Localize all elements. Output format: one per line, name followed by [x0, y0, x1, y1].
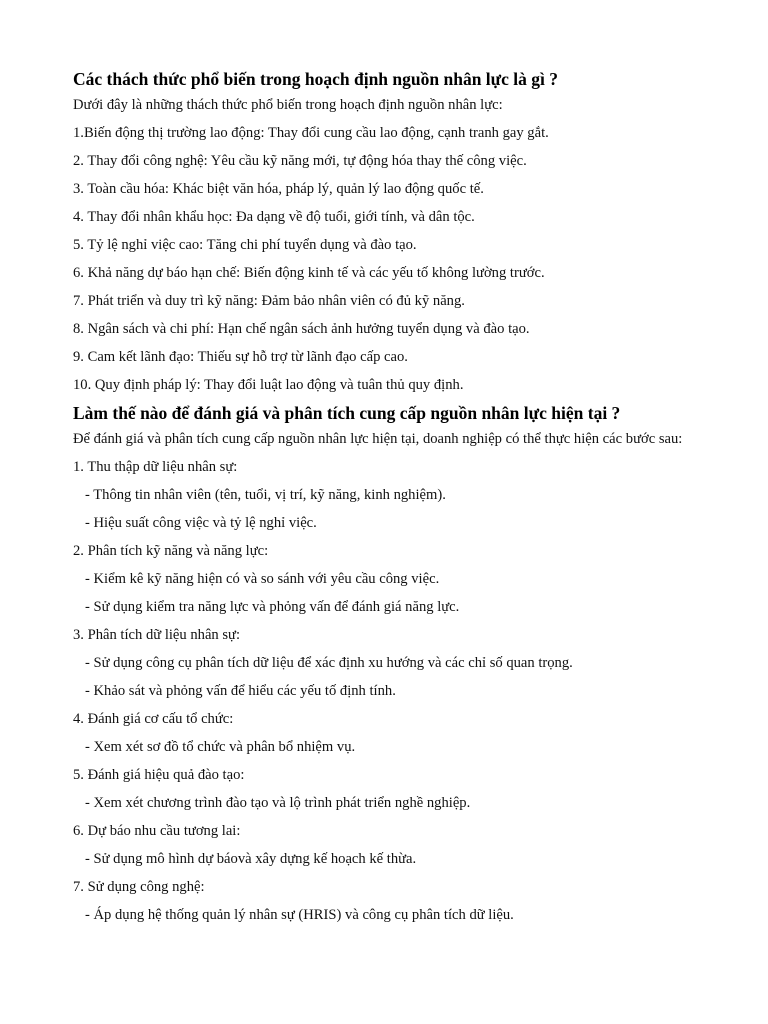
step-heading: 3. Phân tích dữ liệu nhân sự:	[73, 627, 241, 643]
document-page	[73, 68, 703, 924]
step-bullet: - Sử dụng kiểm tra năng lực và phỏng vấn để đánh giá năng lực.	[85, 599, 460, 615]
step-heading: 5. Đánh giá hiệu quả đào tạo:	[73, 767, 245, 783]
challenge-list	[73, 124, 703, 394]
step-bullet: - Sử dụng mô hình dự báovà xây dựng kế hoạch kế thừa.	[85, 851, 417, 867]
step-bullet: - Xem xét sơ đồ tổ chức và phân bổ nhiệm vụ.	[85, 739, 356, 755]
section-heading: Làm thế nào để đánh giá và phân tích cung cấp nguồn nhân lực hiện tại ?	[73, 403, 621, 423]
list-item: 6. Khả năng dự báo hạn chế: Biến động kinh tế và các yếu tố không lường trước.	[73, 265, 545, 281]
step-bullet: - Thông tin nhân viên (tên, tuổi, vị trí, kỹ năng, kinh nghiệm).	[85, 487, 446, 503]
list-item: 4. Thay đổi nhân khẩu học: Đa dạng về độ tuổi, giới tính, và dân tộc.	[73, 209, 475, 225]
list-item: 9. Cam kết lãnh đạo: Thiếu sự hỗ trợ từ lãnh đạo cấp cao.	[73, 349, 408, 365]
step-heading: 2. Phân tích kỹ năng và năng lực:	[73, 543, 269, 559]
step-bullet: - Sử dụng công cụ phân tích dữ liệu để xác định xu hướng và các chỉ số quan trọng.	[85, 655, 573, 671]
list-item: 10. Quy định pháp lý: Thay đổi luật lao động và tuân thủ quy định.	[73, 377, 464, 393]
step-bullet: - Khảo sát và phỏng vấn để hiểu các yếu tố định tính.	[85, 683, 396, 699]
step-heading: 6. Dự báo nhu cầu tương lai:	[73, 823, 241, 839]
list-item: 5. Tỷ lệ nghỉ việc cao: Tăng chi phí tuyển dụng và đào tạo.	[73, 237, 417, 253]
section-intro: Để đánh giá và phân tích cung cấp nguồn nhân lực hiện tại, doanh nghiệp có thể thực hiện các bước sau:	[73, 431, 683, 447]
steps-list	[73, 458, 703, 924]
section-heading: Các thách thức phổ biến trong hoạch định nguồn nhân lực là gì ?	[73, 69, 559, 89]
step-heading: 7. Sử dụng công nghệ:	[73, 879, 205, 895]
step-bullet: - Kiểm kê kỹ năng hiện có và so sánh với yêu cầu công việc.	[85, 571, 440, 587]
step-bullet: - Xem xét chương trình đào tạo và lộ trình phát triển nghề nghiệp.	[85, 795, 471, 811]
section-intro: Dưới đây là những thách thức phổ biến trong hoạch định nguồn nhân lực:	[73, 97, 503, 113]
list-item: 2. Thay đổi công nghệ: Yêu cầu kỹ năng mới, tự động hóa thay thế công việc.	[73, 153, 527, 169]
list-item: 8. Ngân sách và chi phí: Hạn chế ngân sách ảnh hưởng tuyển dụng và đào tạo.	[73, 321, 530, 337]
step-bullet: - Hiệu suất công việc và tỷ lệ nghỉ việc.	[85, 515, 317, 531]
list-item: 7. Phát triển và duy trì kỹ năng: Đảm bảo nhân viên có đủ kỹ năng.	[73, 293, 465, 309]
step-bullet: - Áp dụng hệ thống quản lý nhân sự (HRIS) và công cụ phân tích dữ liệu.	[85, 907, 514, 923]
step-heading: 1. Thu thập dữ liệu nhân sự:	[73, 459, 238, 475]
step-heading: 4. Đánh giá cơ cấu tổ chức:	[73, 711, 234, 727]
list-item: 1.Biến động thị trường lao động: Thay đổi cung cầu lao động, cạnh tranh gay gắt.	[73, 125, 549, 141]
list-item: 3. Toàn cầu hóa: Khác biệt văn hóa, pháp lý, quản lý lao động quốc tế.	[73, 181, 484, 197]
